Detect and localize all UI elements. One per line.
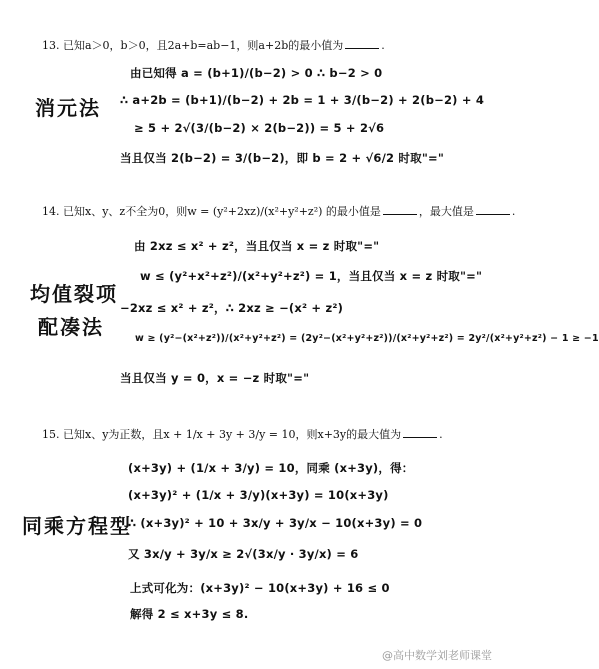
answer-blank-min bbox=[383, 204, 417, 215]
step-15-1: (x+3y) + (1/x + 3/y) = 10，同乘 (x+3y)，得： bbox=[128, 461, 414, 475]
problem-14-text: 14. 已知x、y、z不全为0，则w = (y²+2xz)/(x²+y²+z²) 的最小值是 bbox=[42, 205, 381, 218]
watermark: @高中数学刘老师课堂 bbox=[382, 649, 492, 662]
step-14-1: 由 2xz ≤ x² + z²，当且仅当 x = z 时取"=" bbox=[134, 239, 380, 253]
method-label-14-line2: 配凑法 bbox=[38, 315, 104, 339]
step-15-6: 解得 2 ≤ x+3y ≤ 8. bbox=[130, 607, 249, 621]
problem-13-statement: 13. 已知a＞0，b＞0，且2a+b=ab−1，则a+2b的最小值为 . bbox=[42, 39, 385, 52]
step-13-4: 当且仅当 2(b−2) = 3/(b−2)，即 b = 2 + √6/2 时取"=" bbox=[120, 151, 445, 165]
step-15-5: 上式可化为：(x+3y)² − 10(x+3y) + 16 ≤ 0 bbox=[130, 581, 390, 595]
step-14-3: −2xz ≤ x² + z²，∴ 2xz ≥ −(x² + z²) bbox=[120, 301, 344, 315]
answer-blank bbox=[403, 427, 437, 438]
method-label-15: 同乘方程型 bbox=[22, 514, 132, 538]
answer-blank bbox=[345, 38, 379, 49]
step-15-3: ∴ (x+3y)² + 10 + 3x/y + 3y/x − 10(x+3y) = 0 bbox=[128, 516, 423, 530]
step-14-2: w ≤ (y²+x²+z²)/(x²+y²+z²) = 1，当且仅当 x = z 时取"=" bbox=[140, 269, 483, 283]
answer-blank-max bbox=[476, 204, 510, 215]
problem-13-text: 13. 已知a＞0，b＞0，且2a+b=ab−1，则a+2b的最小值为 bbox=[42, 39, 344, 52]
step-13-1: 由已知得 a = (b+1)/(b−2) > 0 ∴ b−2 > 0 bbox=[130, 66, 383, 80]
problem-14-text-tail: ，最大值是 bbox=[418, 205, 474, 218]
problem-15-statement: 15. 已知x、y为正数，且x + 1/x + 3y + 3/y = 10，则x+3y的最大值为 . bbox=[42, 428, 443, 441]
problem-14-statement: 14. 已知x、y、z不全为0，则w = (y²+2xz)/(x²+y²+z²) 的最小值是 ，最大值是 . bbox=[42, 205, 516, 218]
step-14-4: w ≥ (y²−(x²+z²))/(x²+y²+z²) = (2y²−(x²+y²+z²))/(x²+y²+z²) = 2y²/(x²+y²+z²) − 1 ≥ −1 bbox=[135, 333, 599, 344]
method-label-14-line1: 均值裂项 bbox=[30, 282, 118, 306]
method-label-13: 消元法 bbox=[35, 96, 101, 120]
step-13-2: ∴ a+2b = (b+1)/(b−2) + 2b = 1 + 3/(b−2) + 2(b−2) + 4 bbox=[120, 93, 485, 107]
step-13-3: ≥ 5 + 2√(3/(b−2) × 2(b−2)) = 5 + 2√6 bbox=[134, 121, 385, 135]
problem-15-text: 15. 已知x、y为正数，且x + 1/x + 3y + 3/y = 10，则x+3y的最大值为 bbox=[42, 428, 402, 441]
step-15-4: 又 3x/y + 3y/x ≥ 2√(3x/y · 3y/x) = 6 bbox=[128, 547, 359, 561]
step-14-5: 当且仅当 y = 0，x = −z 时取"=" bbox=[120, 371, 310, 385]
step-15-2: (x+3y)² + (1/x + 3/y)(x+3y) = 10(x+3y) bbox=[128, 488, 389, 502]
